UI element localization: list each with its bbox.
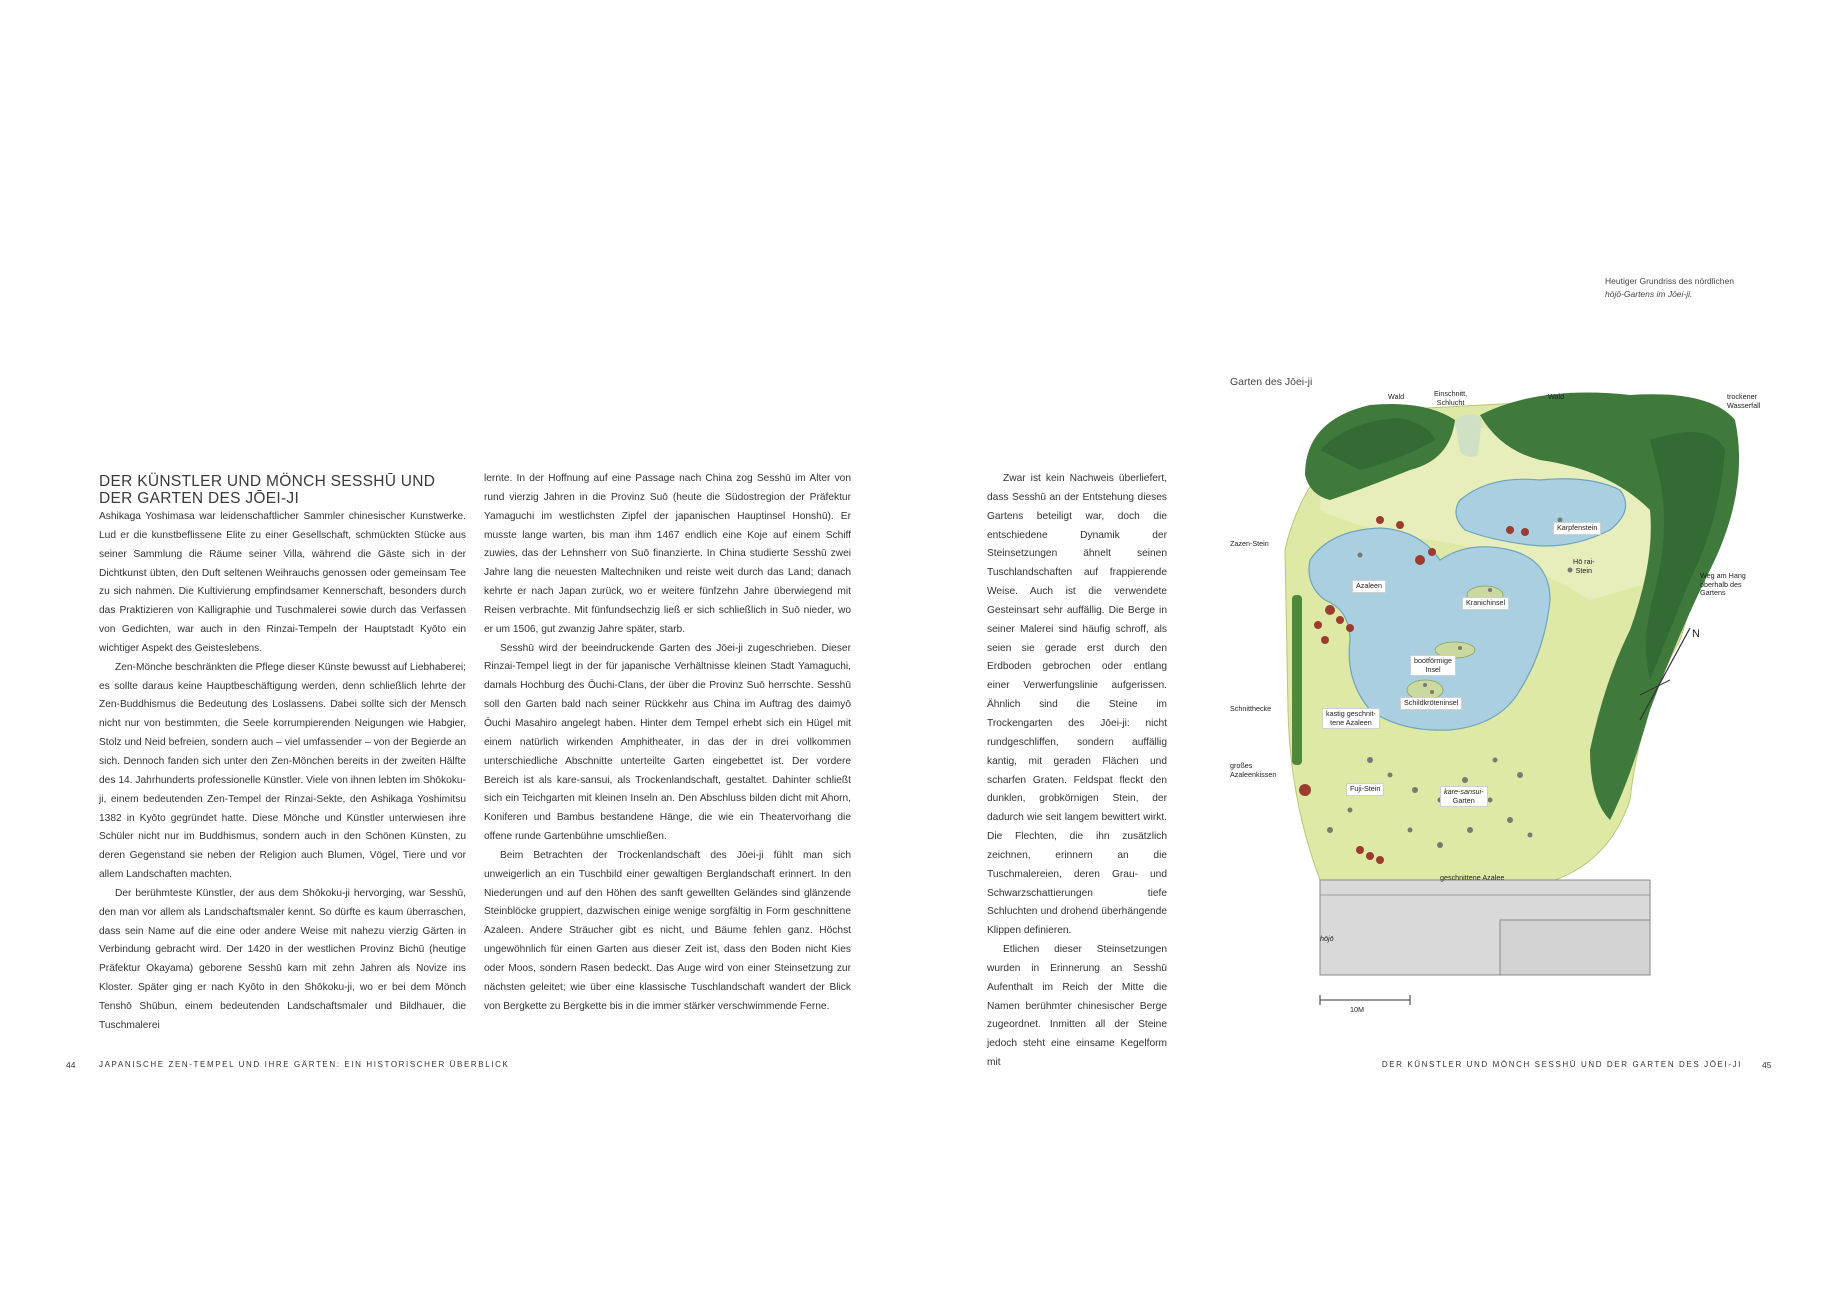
paragraph: Der berühmteste Künstler, der aus dem Shōkoku-ji hervorging, war Sesshū, den man vor allem als Landschaftsmaler kennt. So dürfte es kaum überraschen, dass sein Name auf die eine oder andere Weise mit nahezu vierzig Gärten in Verbindung gebracht wird. Der 1420 in der westlichen Provinz Bichū (heutige Präfektur Okayama) geborene Sesshū kam mit zehn Jahren als Novize ins Kloster. Später ging er nach Kyōto in den Shōkoku-ji, wo er bei dem Mönch Tenshō Shūbun, einem bedeutenden Landschaftsmaler und Bildhauer, die Tuschmalerei: [99, 887, 466, 1031]
garden-plan-title: Garten des Jōei-ji: [1230, 376, 1313, 388]
label-kare-1: kare-sansui-: [1444, 787, 1484, 796]
label-trockener-wasserfall: [1727, 393, 1760, 410]
label-hojo: hōjō: [1320, 934, 1334, 943]
page-number-left: 44: [66, 1060, 76, 1070]
label-boot-1: bootförmige: [1414, 656, 1452, 665]
label-weg-3: Gartens: [1700, 588, 1726, 597]
label-weg-1: Weg am Hang: [1700, 571, 1746, 580]
figure-caption: [1605, 275, 1815, 300]
label-kranichinsel: Kranichinsel: [1462, 597, 1509, 610]
label-grosses: großes: [1230, 761, 1253, 770]
paragraph: Etlichen dieser Steinsetzungen wurden in Erinnerung an Sesshū Aufenthalt im Reich der Mitte die Namen berühmter chinesischer Berge zugeordnet. Inmitten all der Steine jedoch steht eine einsame Kegelform mit: [987, 944, 1167, 1069]
label-grosses-azaleenkissen: [1230, 762, 1276, 779]
label-wasserfall: Wasserfall: [1727, 400, 1761, 410]
paragraph: Zwar ist kein Nachweis überliefert, dass Sesshū an der Entstehung dieses Gartens beteiligt war, doch die entschiedene Dynamik der Steinsetzungen ähnelt seinen Tuschlandschaften auf frappierende Weise. Auch ist die verwendete Gesteinsart sehr auffällig. Die Berge in seiner Malerei sind häufig schroff, als seien sie gerade erst durch den Erdboden gebrochen oder entlang einer Verwerfungslinie aufgerissen. Ähnlich sind die Steine im Trockengarten des Jōei-ji: nicht rundgeschliffen, sondern auffällig kantig, mit geraden Flächen und scharfen Graten. Feldspat fleckt den dunklen, grobkörnigen Stein, der dadurch wie seit langem bewittert wirkt. Die Flechten, die ihn zusätzlich zeichnen, erinnern an die Tuschmalereien, deren Grau- und Schwarzschattierungen tiefe Schluchten und drohend überhängende Klippen definieren.: [987, 473, 1167, 937]
text-column-1: [99, 508, 466, 1036]
label-zazen-stein: Zazen-Stein: [1230, 539, 1269, 548]
label-einschnitt: [1434, 390, 1467, 407]
caption-line-1: Heutiger Grundriss des nördlichen: [1605, 276, 1734, 286]
running-head-left: JAPANISCHE ZEN-TEMPEL UND IHRE GÄRTEN: EIN HISTORISCHER ÜBERBLICK: [99, 1060, 510, 1069]
label-weg-am-hang: [1700, 572, 1746, 598]
text-column-2: [484, 470, 851, 1016]
paragraph: lernte. In der Hoffnung auf eine Passage nach China zog Sesshū im Alter von rund vierzig Jahren in die Provinz Suō (heute die Südostregion der Präfektur Yamaguchi im westlichsten Zipfel der japanischen Hauptinsel Honshū). Er musste lange warten, bis man ihm 1467 endlich eine Koje auf einem Schiff zuwies, das der Lehnsherr von Suō finanzierte. In China studierte Sesshū zwei Jahre lang die neuesten Maltechniken und reiste weit durch das Land; danach kehrte er nach Japan zurück, wo er weitere fünfzehn Jahre überwiegend mit Reisen verbrachte. Mit fünfundsechzig ließ er sich schließlich in Suō nieder, wo er um 1506, gut zwanzig Jahre später, starb.: [484, 473, 851, 635]
label-horai-stein: [1573, 558, 1595, 575]
paragraph: Beim Betrachten der Trockenlandschaft des Jōei-ji fühlt man sich unweigerlich an ein Tuschbild einer gewaltigen Berglandschaft erinnert. In den Niederungen und auf den Höhen des sanft gewellten Geländes sind glänzende Steinblöcke gruppiert, dazwischen einige wenige sorgfältig in Form geschnittene Azaleen. Andere Sträucher gibt es nicht, und Bäume fehlen ganz. Höchst ungewöhnlich für einen Garten aus dieser Zeit ist, dass den Boden nicht Kies oder Moos, sondern Rasen bedeckt. Das Auge wird von einer Steinsetzung zur nächsten geleitet; wie über eine klassische Tuschlandschaft wandert der Blick von Bergkette zu Bergkette bis in die immer stärker verschwimmende Ferne.: [484, 849, 851, 1012]
annex-building: [1500, 920, 1650, 975]
label-north: N: [1692, 628, 1700, 640]
label-kastig-azaleen: [1322, 708, 1380, 729]
label-azaleen: Azaleen: [1352, 580, 1386, 593]
label-schnitthecke: Schnitthecke: [1230, 704, 1272, 713]
label-kastig-2: tene Azaleen: [1330, 717, 1372, 727]
label-fuji-stein: Fuji-Stein: [1346, 783, 1384, 796]
label-karpfenstein: Karpfenstein: [1553, 522, 1601, 535]
heading-line-2: DER GARTEN DES JŌEI-JI: [99, 490, 300, 507]
paragraph: Ashikaga Yoshimasa war leidenschaftlicher Sammler chinesischer Kunstwerke. Lud er die kunstbeflissene Elite zu einer Gesellschaft, schmückten Stücke aus seiner Sammlung die Räume seiner Villa, während die Gäste sich in der Dichtkunst übten, den Duft seltenen Weihrauchs genossen oder gemeinsam Tee zu sich nahmen. Die Kultivierung empfindsamer Kennerschaft, besonders durch das Praktizieren von Kalligraphie und Tuschmalerei sowie durch das Verfassen von Gedichten, war auch in den Rinzai-Tempeln der Hauptstadt Kyōto ein wichtiger Aspekt des Geisteslebens.: [99, 511, 466, 654]
hedge: [1292, 595, 1302, 765]
label-bootfoermige-insel: [1410, 655, 1456, 676]
text-column-3: [987, 470, 1167, 1073]
running-head-right: DER KÜNSTLER UND MÖNCH SESSHŪ UND DER GARTEN DES JŌEI-JI: [1381, 1060, 1742, 1069]
label-einschnitt-1: Einschnitt,: [1434, 389, 1468, 398]
label-wald-right: Wald: [1548, 392, 1565, 401]
label-boot-2: Insel: [1425, 664, 1441, 674]
label-horai: Hō rai-: [1573, 557, 1595, 566]
label-trockener: trockener: [1727, 392, 1757, 401]
label-scale: 10M: [1350, 1005, 1364, 1014]
label-einschnitt-2: Schlucht: [1436, 397, 1465, 407]
label-kastig-1: kastig geschnit-: [1326, 709, 1376, 718]
caption-line-2: hōjō-Gartens im Jōei-ji.: [1605, 288, 1693, 299]
page-number-right: 45: [1762, 1060, 1772, 1070]
chapter-heading: [99, 473, 479, 507]
label-stein: Stein: [1575, 565, 1592, 575]
label-weg-2: oberhalb des: [1700, 579, 1742, 589]
paragraph: Sesshū wird der beeindruckende Garten des Jōei-ji zugeschrieben. Dieser Rinzai-Tempel liegt in der für japanische Verhältnisse kleinen Stadt Yamaguchi, damals Hochburg des Ōuchi-Clans, der über die Provinz Suō herrschte. Sesshū soll den Garten bald nach seiner Rückkehr aus China im Auftrag des daimyō Ōuchi Masahiro angelegt haben. Hinter dem Tempel erhebt sich ein Hügel mit einem natürlich wirkenden Amphitheater, in das der in drei vollkommen unterschiedliche Abschnitte unterteilte Garten eingebettet ist. Der vordere Bereich ist als kare-sansui, als Trockenlandschaft, gestaltet. Dahinter schließt sich ein Teichgarten mit kleinen Inseln an. Den Abschluss bilden dicht mit Ahorn, Koniferen und Bambus bestandene Hänge, die wie ein Theatervorhang die offene runde Gartenbühne umschließen.: [484, 642, 851, 843]
label-kare-2: Garten: [1452, 795, 1475, 805]
heading-line-1: DER KÜNSTLER UND MÖNCH SESSHŪ UND: [99, 473, 436, 490]
label-schildkroeteninsel: Schildkröteninsel: [1400, 697, 1462, 710]
paragraph: Zen-Mönche beschränkten die Pflege dieser Künste bewusst auf Liebhaberei; es sollte daraus keine Hauptbeschäftigung werden, denn schließlich lehrte der Zen-Buddhismus die Bedeutung des Loslassens. Dabei sollte sich der Mensch nicht nur von bestimmten, die Seele korrumpierenden Neigungen wie Habgier, Stolz und Neid befreien, sondern auch – viel umfassender – von der Begierde an sich. Dennoch fanden sich unter den Zen-Mönchen bereits in der zweiten Hälfte des 14. Jahrhunderts professionelle Künstler. Viele von ihnen lebten im Shōkoku-ji, einem bedeutenden Zen-Tempel der Rinzai-Sekte, den Ashikaga Yoshimitsu 1382 in Kyōto gegründet hatte. Diese Mönche und Künstler unterwiesen ihre Schüler nicht nur im Buddhismus, sondern auch in den Schönen Künsten, zu deren Gegenstand sie neben der Religion auch Blumen, Vögel, Tiere und vor allem Landschaften machten.: [99, 661, 466, 881]
label-wald-left: Wald: [1388, 392, 1405, 401]
label-kare-sansui-garten: [1440, 786, 1488, 807]
label-geschnittene-azalee: geschnittene Azalee: [1440, 873, 1505, 882]
label-azaleenkissen: Azaleenkissen: [1230, 769, 1277, 779]
garden-plan-illustration: [1210, 380, 1750, 1020]
